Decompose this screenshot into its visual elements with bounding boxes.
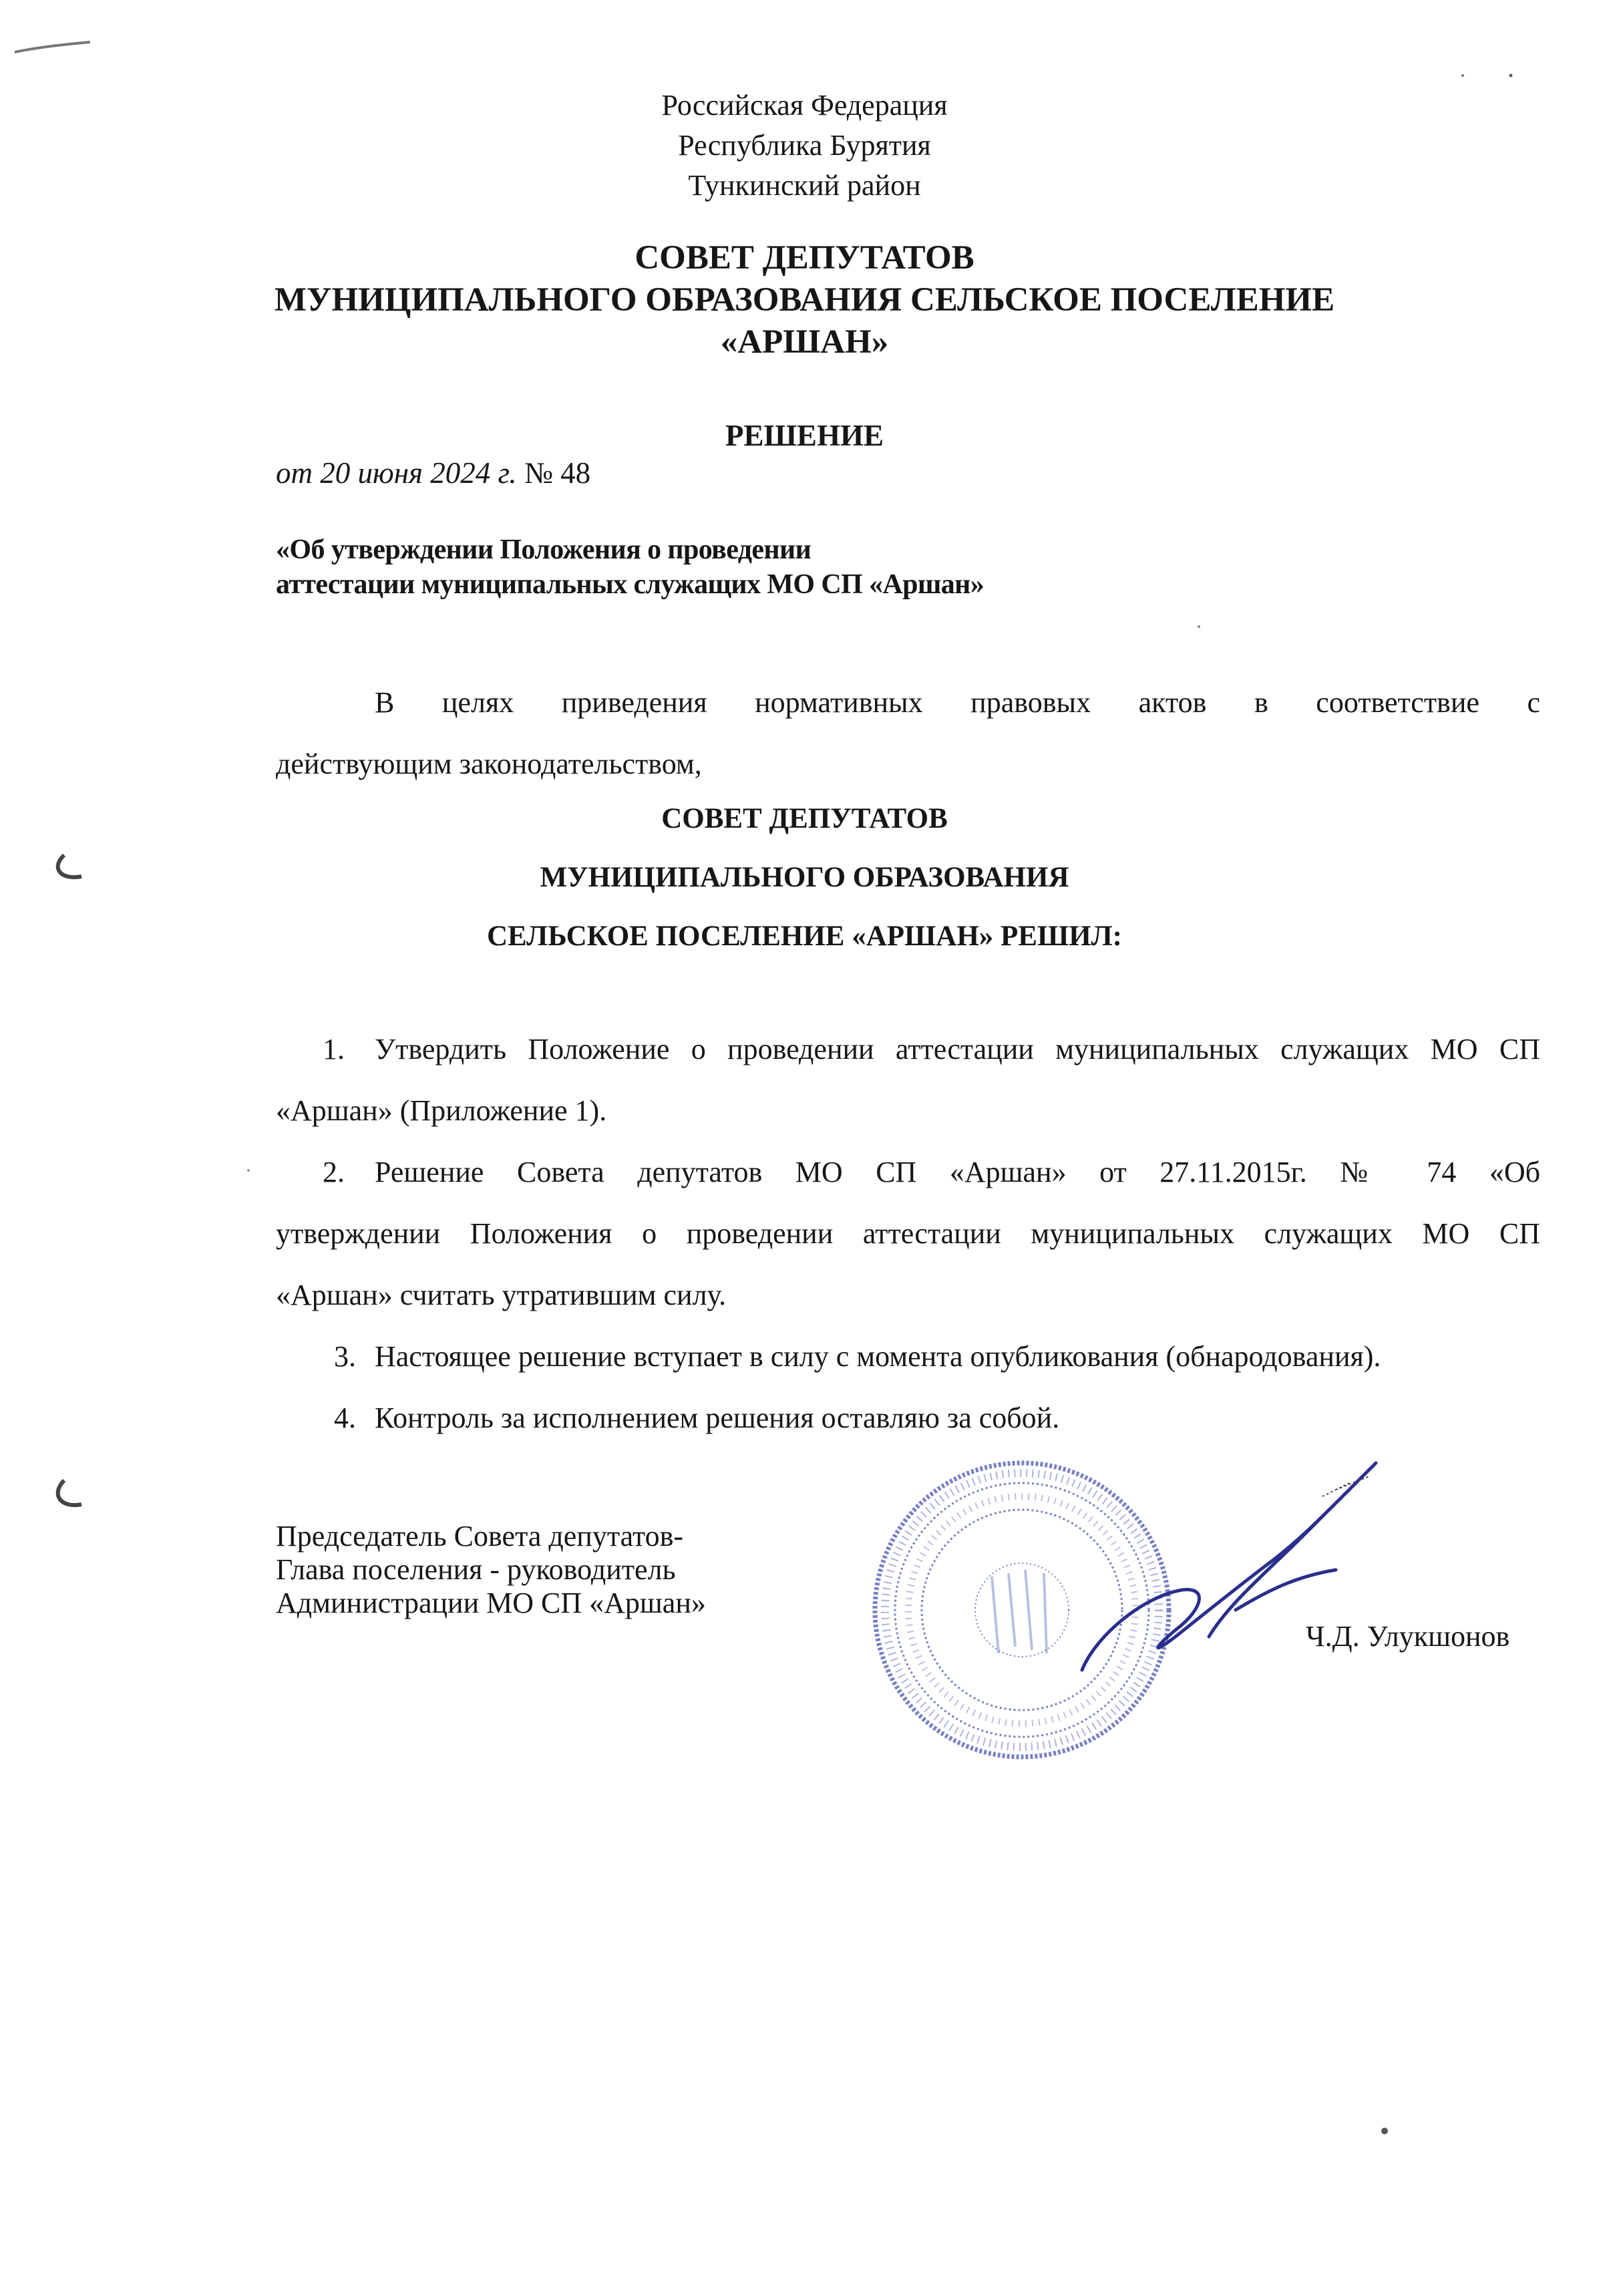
signatory-title (276, 1520, 706, 1620)
list-item (276, 1326, 1540, 1387)
subject-line-1: «Об утверждении Положения о проведении (276, 534, 812, 565)
preamble-line-2: действующим законодательством, (276, 748, 702, 780)
preamble (276, 672, 1540, 795)
signatory-name: Ч.Д. Улукшонов (1306, 1620, 1510, 1653)
decision-subject (276, 532, 984, 602)
item-1-line-1: 1. Утвердить Положение о проведении аттестации муниципальных служащих МО СП (276, 1019, 1540, 1080)
item-number: 3. (334, 1340, 356, 1373)
item-1-line-2: «Аршан» (Приложение 1). (276, 1094, 607, 1127)
handwritten-signature (1069, 1436, 1416, 1717)
signatory-title-line-3: Администрации МО СП «Аршан» (276, 1587, 706, 1619)
decision-date (276, 453, 590, 493)
council-decided-heading (0, 790, 1609, 966)
list-item (276, 1142, 1540, 1326)
item-number: 2. (323, 1156, 345, 1188)
decision-date-text: от 20 июня 2024 г. (276, 456, 517, 490)
header-country: Российская Федерация (661, 89, 948, 122)
signatory-title-line-1: Председатель Совета депутатов- (276, 1520, 684, 1552)
preamble-line-1: В целях приведения нормативных правовых актов в соответствие с (375, 686, 1540, 719)
item-number: 1. (323, 1033, 345, 1065)
council-line-3: «АРШАН» (720, 323, 889, 361)
council-heading (0, 237, 1609, 363)
item-3-line-1: 3. Настоящее решение вступает в силу с момента опубликования (обнародования). (276, 1326, 1540, 1387)
signatory-title-line-2: Глава поселения - руководитель (276, 1553, 676, 1586)
header-republic: Республика Бурятия (678, 129, 931, 162)
item-2-line-1: 2. Решение Совета депутатов МО СП «Аршан» от 27.11.2015г. № 74 «Об (276, 1142, 1540, 1203)
decision-items (276, 1019, 1540, 1449)
decision-number: № 48 (524, 456, 591, 490)
item-number: 4. (334, 1402, 356, 1434)
decided-line-3: СЕЛЬСКОЕ ПОСЕЛЕНИЕ «АРШАН» РЕШИЛ: (487, 921, 1122, 952)
decided-line-1: СОВЕТ ДЕПУТАТОВ (661, 803, 948, 834)
council-line-1: СОВЕТ ДЕПУТАТОВ (635, 239, 974, 277)
decided-line-2: МУНИЦИПАЛЬНОГО ОБРАЗОВАНИЯ (540, 862, 1069, 893)
item-4-line-1: 4. Контроль за исполнением решения оставляю за собой. (276, 1387, 1540, 1449)
subject-line-2: аттестации муниципальных служащих МО СП «Аршан» (276, 569, 985, 600)
item-2-line-3: «Аршан» считать утратившим силу. (276, 1279, 727, 1311)
header-district: Тункинский район (688, 169, 921, 202)
council-line-2: МУНИЦИПАЛЬНОГО ОБРАЗОВАНИЯ СЕЛЬСКОЕ ПОСЕЛЕНИЕ (274, 281, 1335, 319)
list-item (276, 1019, 1540, 1142)
decision-title: РЕШЕНИЕ (725, 419, 884, 452)
item-2-line-2: утверждении Положения о проведении аттестации муниципальных служащих МО СП (276, 1217, 1540, 1250)
